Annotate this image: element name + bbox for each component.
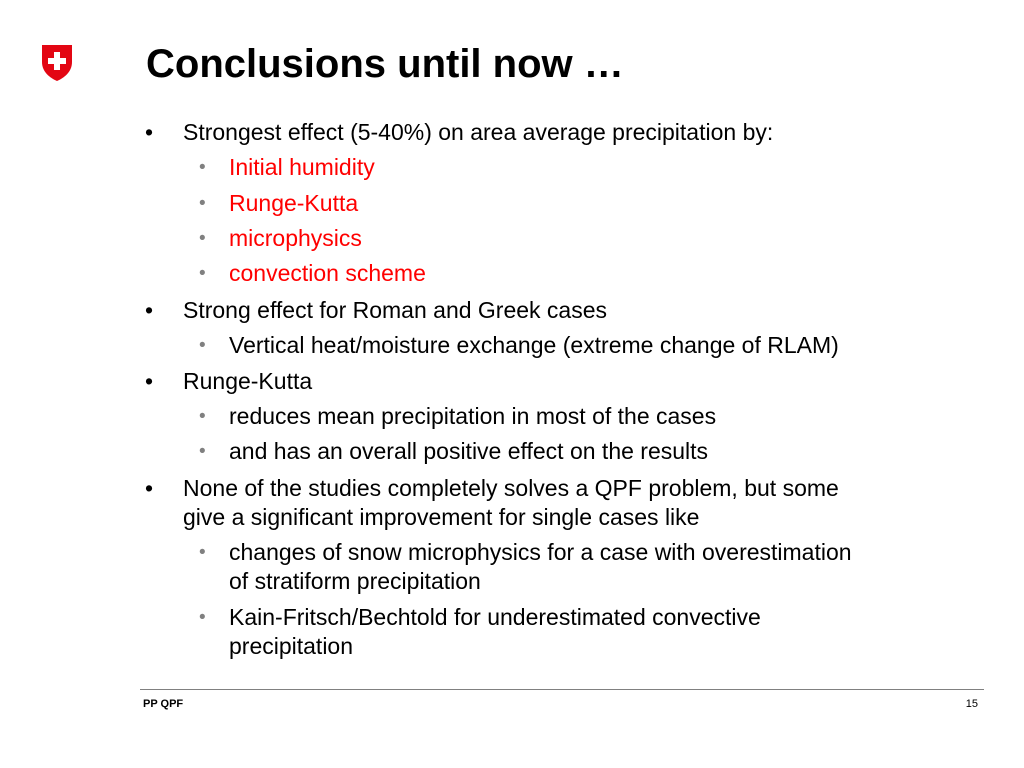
bullet-text-line: give a significant improvement for single cases like [183, 504, 700, 530]
sub-bullet-marker: • [199, 228, 206, 249]
bullet-marker: • [145, 297, 154, 323]
bullet-text-line: None of the studies completely solves a QPF problem, but some [183, 475, 839, 501]
sub-bullet-marker: • [199, 406, 206, 427]
sub-bullet-text: Runge-Kutta [229, 190, 359, 216]
sub-bullet-text-line: changes of snow microphysics for a case with overestimation [229, 539, 852, 565]
sub-bullet-text-line: Kain-Fritsch/Bechtold for underestimated convective [229, 604, 761, 630]
sub-bullet-text-line: of stratiform precipitation [229, 568, 481, 594]
slide-title: Conclusions until now … [146, 42, 624, 86]
bullet-marker: • [145, 475, 154, 501]
footer-label: PP QPF [143, 698, 184, 710]
footer-divider [140, 689, 984, 690]
sub-bullet-marker: • [199, 193, 206, 214]
sub-bullet-text: and has an overall positive effect on the results [229, 438, 709, 464]
sub-bullet-marker: • [199, 542, 206, 563]
bullet-text: Strongest effect (5-40%) on area average precipitation by: [183, 119, 774, 145]
sub-bullet-marker: • [199, 263, 206, 284]
sub-bullet-text-line: precipitation [229, 633, 354, 659]
sub-bullet-text: reduces mean precipitation in most of the cases [229, 403, 717, 429]
bullet-text: Runge-Kutta [183, 368, 313, 394]
sub-bullet-marker: • [199, 335, 206, 356]
bullet-marker: • [145, 119, 154, 145]
sub-bullet-text: convection scheme [229, 260, 426, 286]
page-number: 15 [965, 698, 978, 710]
sub-bullet-marker: • [199, 441, 206, 462]
sub-bullet-marker: • [199, 157, 206, 178]
sub-bullet-text: Initial humidity [229, 154, 375, 180]
bullet-text: Strong effect for Roman and Greek cases [183, 297, 608, 323]
sub-bullet-text: microphysics [229, 225, 362, 251]
bullet-marker: • [145, 368, 154, 394]
sub-bullet-text: Vertical heat/moisture exchange (extreme change of RLAM) [229, 332, 839, 358]
sub-bullet-marker: • [199, 607, 206, 628]
